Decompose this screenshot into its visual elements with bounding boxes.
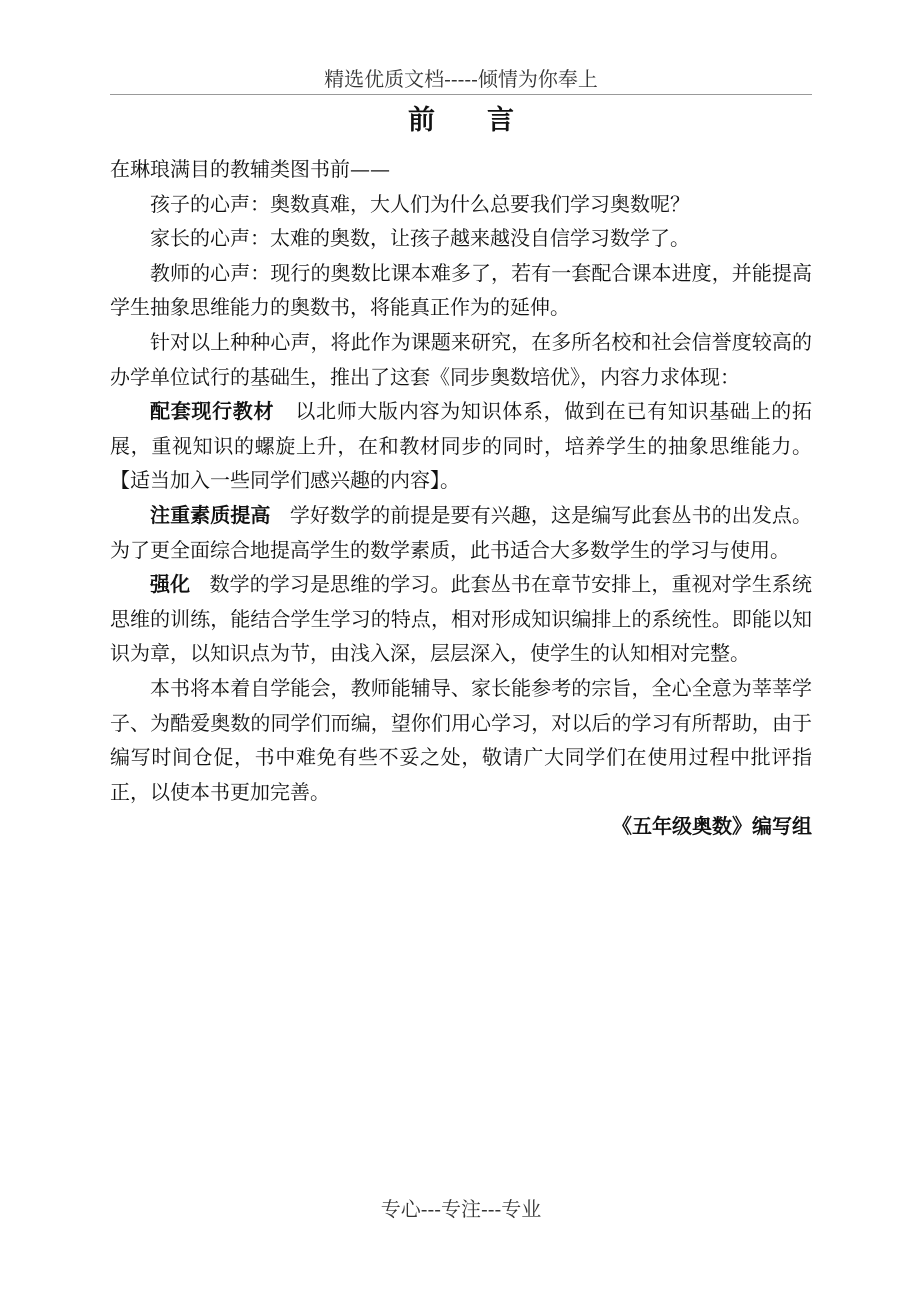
feature-heading-3: 强化 xyxy=(150,572,191,597)
intro-line: 在琳琅满目的教辅类图书前—— xyxy=(110,157,390,181)
feature-paragraph-2 xyxy=(110,498,812,567)
feature-heading-2: 注重素质提高 xyxy=(150,502,271,527)
preface-body xyxy=(110,152,812,844)
feature-paragraph-1 xyxy=(110,394,812,498)
response-paragraph: 针对以上种种心声，将此作为课题来研究，在多所名校和社会信誉度较高的办学单位试行的基础生，推出了这套《同步奥数培优》，内容力求体现： xyxy=(110,329,812,389)
feature-text-2: 学好数学的前提是要有兴趣，这是编写此套丛书的出发点。为了更全面综合地提高学生的数学素质，此书适合大多数学生的学习与使用。 xyxy=(110,502,813,562)
feature-heading-1: 配套现行教材 xyxy=(150,399,275,424)
feature-text-1: 以北师大版内容为知识体系，做到在已有知识基础上的拓展，重视知识的螺旋上升，在和教材同步的同时，培养学生的抽象思维能力。【适当加入一些同学们感兴趣的内容】。 xyxy=(110,399,812,493)
feature-paragraph-3 xyxy=(110,567,812,671)
page-footer: 专心---专注---专业 xyxy=(380,1197,542,1221)
child-voice: 孩子的心声：奥数真难，大人们为什么总要我们学习奥数呢？ xyxy=(150,191,690,216)
page-title: 前言 xyxy=(408,105,566,136)
feature-text-3: 数学的学习是思维的学习。此套丛书在章节安排上，重视对学生系统思维的训练，能结合学生学习的特点，相对形成知识编排上的系统性。即能以知识为章，以知识点为节，由浅入深，层层深入，使学生的认知相对完整。 xyxy=(110,572,813,666)
signature: 《五年级奥数》编写组 xyxy=(612,814,812,839)
page-header: 精选优质文档-----倾情为你奉上 xyxy=(110,64,812,95)
parent-voice: 家长的心声：太难的奥数，让孩子越来越没自信学习数学了。 xyxy=(150,226,690,251)
closing-paragraph: 本书将本着自学能会，教师能辅导、家长能参考的宗旨，全心全意为莘莘学子、为酷爱奥数的同学们而编，望你们用心学习，对以后的学习有所帮助，由于编写时间仓促，书中难免有些不妥之处，敬请广大同学们在使用过程中批评指正，以使本书更加完善。 xyxy=(110,675,812,804)
teacher-voice: 教师的心声：现行的奥数比课本难多了，若有一套配合课本进度，并能提高学生抽象思维能力的奥数书，将能真正作为的延伸。 xyxy=(110,260,812,320)
